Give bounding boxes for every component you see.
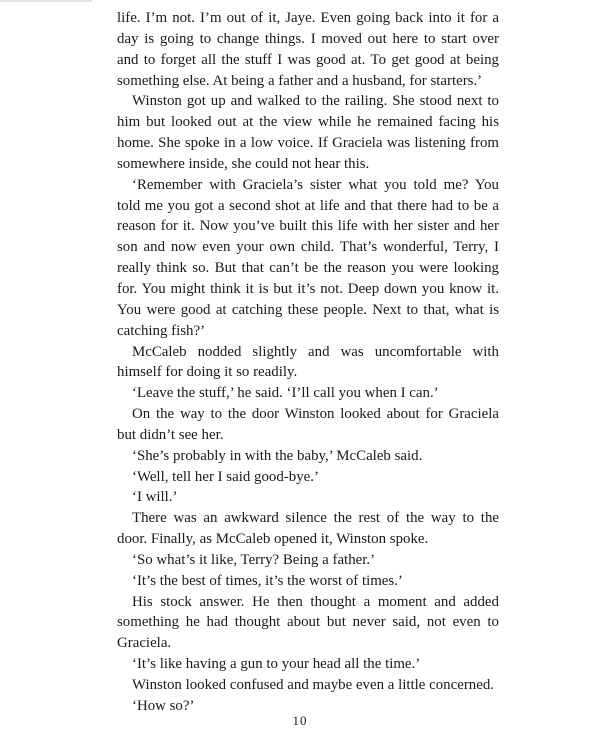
paragraph: On the way to the door Winston looked about for Graciela but didn’t see her. [117, 406, 499, 443]
paragraph: ‘Remember with Graciela’s sister what you told me? You told me you got a second shot at life and that there had to be a reason for it. Now you’ve built this life with her sister and her son and now even your own child. That’s wonderful, Terry, I really think so. But that can’t be the reason you were looking for. You might think it is but it’s not. Deep down you know it. You were good at catching these people. Next to that, what is catching fish?’ [117, 176, 499, 339]
paragraph: life. I’m not. I’m out of it, Jaye. Even going back into it for a day is going to change things. I moved out here to start over and to forget all the stuff I was good at. To get good at being something else. At being a father and a husband, for starters.’ [117, 10, 499, 89]
paragraph: ‘I will.’ [132, 489, 178, 506]
paragraph: ‘Leave the stuff,’ he said. ‘I’ll call you when I can.’ [132, 385, 439, 402]
paragraph: ‘So what’s it like, Terry? Being a father.’ [132, 551, 376, 568]
paragraph: ‘It’s like having a gun to your head all the time.’ [132, 656, 421, 673]
paragraph: McCaleb nodded slightly and was uncomfortable with himself for doing it so readily. [117, 343, 499, 381]
paragraph: ‘She’s probably in with the baby,’ McCaleb said. [132, 447, 423, 464]
paragraph: Winston got up and walked to the railing. She stood next to him but looked out at the view while he remained facing his home. She spoke in a low voice. If Graciela was listening from somewhere inside, she could not hear this. [117, 93, 499, 172]
paragraph: There was an awkward silence the rest of the way to the door. Finally, as McCaleb opened it, Winston spoke. [117, 510, 499, 548]
paragraph: ‘Well, tell her I said good-bye.’ [132, 468, 319, 485]
body-text [117, 8, 499, 717]
page-number: 10 [292, 713, 308, 728]
paragraph: Winston looked confused and maybe even a little concerned. [132, 677, 495, 693]
top-edge-rule [0, 0, 92, 2]
paragraph: His stock answer. He then thought a moment and added something he had thought about but never said, not even to Graciela. [117, 593, 499, 652]
paragraph: ‘How so?’ [132, 697, 195, 714]
paragraph: ‘It’s the best of times, it’s the worst of times.’ [132, 572, 403, 589]
